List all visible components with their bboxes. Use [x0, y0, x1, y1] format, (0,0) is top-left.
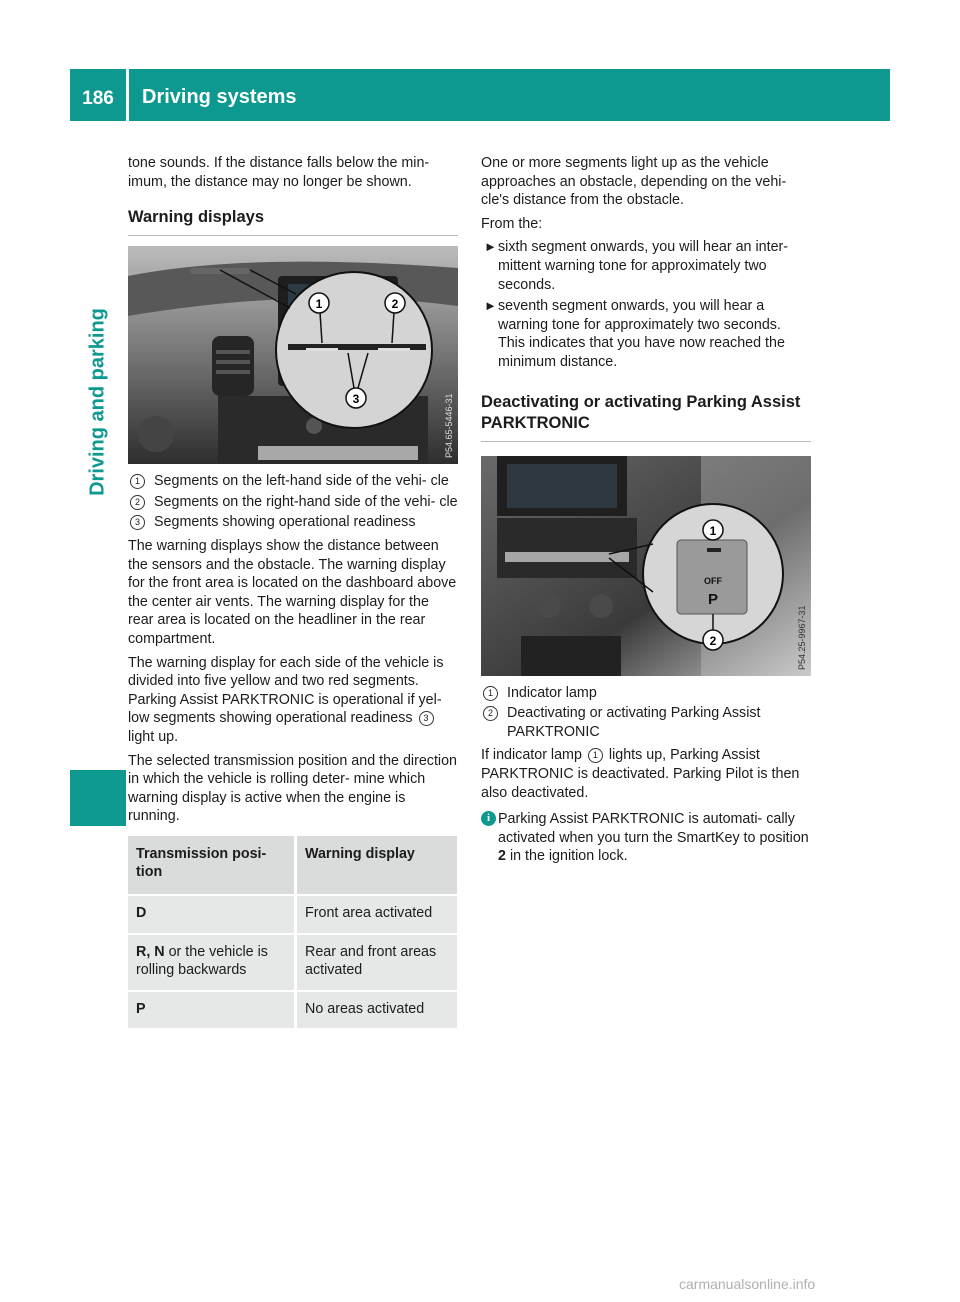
button-off-label: OFF	[704, 575, 722, 586]
legend-number: 2	[130, 495, 145, 510]
callout-1-label: 1	[709, 523, 717, 538]
intro-paragraph: tone sounds. If the distance falls below the min- imum, the distance may no longer be shown.	[128, 155, 430, 190]
info-text-bold: 2	[498, 848, 506, 865]
table-row	[128, 895, 459, 934]
center-console-illustration	[481, 456, 811, 676]
position-code: D	[136, 905, 147, 922]
legend-list-2	[481, 684, 811, 742]
section-header	[129, 69, 890, 121]
watermark: carmanualsonline.info	[679, 1276, 816, 1292]
bullet-marker: ►	[484, 298, 497, 314]
figure-code: P54.65-5446-31	[444, 393, 454, 459]
legend-text: Deactivating or activating Parking Assist PARKTRONIC	[507, 705, 761, 740]
table-cell-position	[128, 991, 296, 1029]
figure-parktronic-button	[481, 456, 811, 676]
paragraph-segments	[128, 654, 458, 747]
table-cell-display: No areas activated	[296, 991, 459, 1029]
legend-list-1	[128, 472, 458, 532]
info-text-a: Parking Assist PARKTRONIC is automati- cally activated when you turn the SmartKey to position	[498, 811, 809, 846]
inline-callout-3: 3	[419, 711, 434, 726]
legend-number: 2	[483, 706, 498, 721]
legend-item	[481, 704, 811, 741]
callout-3-label: 3	[352, 392, 360, 407]
side-tab-label: Driving and parking	[86, 308, 109, 496]
legend-number: 1	[483, 686, 498, 701]
legend-item	[481, 684, 811, 703]
page-number: 186	[70, 69, 126, 121]
info-note	[481, 810, 811, 866]
parking-button-symbol: P	[707, 590, 719, 608]
transmission-table	[128, 836, 460, 1029]
info-text-b: in the ignition lock.	[509, 848, 628, 865]
bullet-item	[481, 238, 811, 294]
legend-text: Segments on the left-hand side of the vehi- cle	[154, 473, 449, 490]
side-tab	[68, 212, 128, 592]
table-cell-position	[128, 895, 296, 934]
legend-item	[128, 513, 458, 532]
heading-deactivating-parktronic: Deactivating or activating Parking Assist PARKTRONIC	[481, 392, 811, 442]
bullet-text: sixth segment onwards, you will hear an inter- mittent warning tone for approximately two seconds.	[498, 239, 789, 293]
bullet-text: seventh segment onwards, you will hear a warning tone for approximately two seconds. This indicates that you have now reached the minimum distance.	[498, 298, 785, 370]
paragraph-segments-light: One or more segments light up as the vehicle approaches an obstacle, depending on the vehi- cle's distance from the obstacle.	[481, 155, 787, 209]
figure-code: P54.25-9967-31	[797, 604, 807, 670]
table-row	[128, 934, 459, 991]
legend-number: 3	[130, 515, 145, 530]
table-header-cell: Warning display	[296, 836, 459, 895]
bullet-item	[481, 297, 811, 371]
left-column	[128, 154, 458, 1028]
legend-text: Segments showing operational readiness	[154, 514, 416, 531]
paragraph-warning-location: The warning displays show the distance between the sensors and the obstacle. The warning display for the front area is located on the dashboard above the center air vents. The warning display for the rear area is located on the headliner in the rear compartment.	[128, 537, 457, 647]
position-suffix: or the vehicle is rolling backwards	[136, 943, 268, 979]
info-icon: i	[481, 811, 496, 826]
legend-item	[128, 472, 458, 491]
paragraph-indicator-lamp	[481, 746, 811, 802]
callout-1-label: 1	[315, 297, 323, 312]
table-header-row	[128, 836, 459, 895]
from-the-label: From the:	[481, 215, 543, 232]
table-cell-display: Front area activated	[296, 895, 459, 934]
legend-number: 1	[130, 474, 145, 489]
paragraph-segments-text-b: light up.	[128, 728, 179, 745]
heading-warning-displays: Warning displays	[128, 207, 458, 236]
callout-2-label: 2	[391, 297, 399, 312]
legend-item	[128, 493, 458, 512]
dashboard-illustration	[128, 246, 458, 464]
position-code: R, N	[136, 943, 165, 960]
bullet-marker: ►	[484, 239, 497, 255]
figure-warning-display	[128, 246, 458, 464]
paragraph-transmission: The selected transmission position and the direction in which the vehicle is rolling deter- mine which warning display is active when the engine is running.	[128, 752, 458, 825]
paragraph-segments-text-a: The warning display for each side of the vehicle is divided into five yellow and two red segments. Parking Assist PARKTRONIC is operational if yel- low segments showing operational readiness	[128, 654, 444, 727]
table-row	[128, 991, 459, 1029]
table-cell-position	[128, 934, 296, 991]
legend-text: Segments on the right-hand side of the vehi- cle	[154, 493, 458, 510]
indicator-text-a: If indicator lamp	[481, 747, 582, 764]
callout-2-label: 2	[709, 633, 717, 648]
side-tab-marker	[70, 770, 126, 826]
table-cell-display: Rear and front areas activated	[296, 934, 459, 991]
legend-text: Indicator lamp	[507, 684, 597, 701]
position-code: P	[136, 1000, 146, 1017]
section-title: Driving systems	[142, 86, 297, 108]
indicator-text-b: lights up, Parking Assist PARKTRONIC is deactivated. Parking Pilot is then also deactivated.	[481, 747, 800, 801]
right-column	[481, 154, 811, 866]
inline-callout-1: 1	[588, 748, 603, 763]
table-header-cell: Transmission posi- tion	[128, 836, 296, 895]
